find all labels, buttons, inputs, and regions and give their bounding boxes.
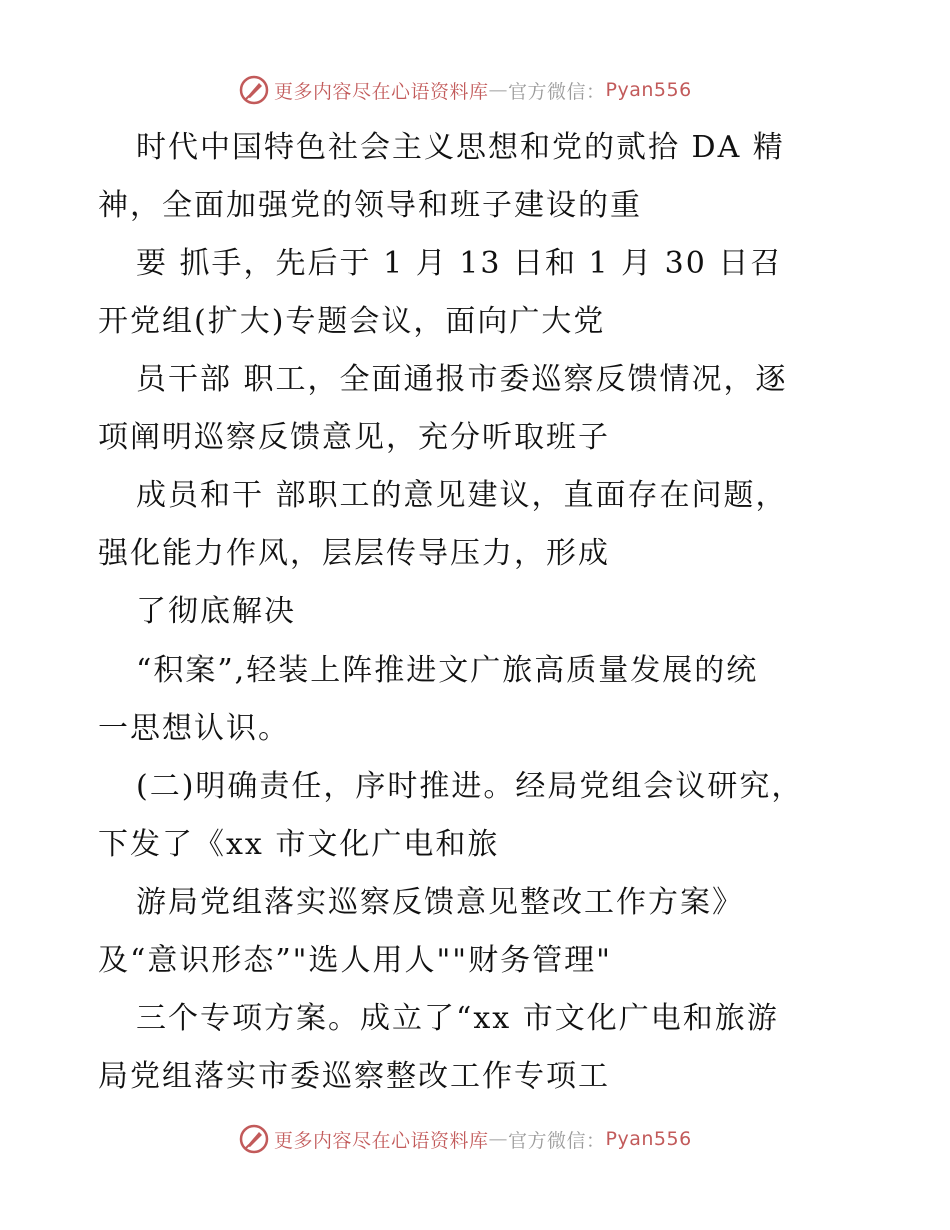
body-line: 三个专项方案。成立了“xx 市文化广电和旅游	[136, 1001, 779, 1036]
watermark-label: 官方微信：	[508, 80, 606, 103]
body-line: 员干部 职工，全面通报市委巡察反馈情况，逐	[136, 362, 788, 397]
watermark-separator: —	[488, 1128, 509, 1150]
footer-watermark	[238, 1122, 692, 1156]
body-line: 游局党组落实巡察反馈意见整改工作方案》	[136, 885, 744, 920]
body-line: 一思想认识。	[98, 711, 290, 746]
body-line: 成员和干 部职工的意见建议，直面存在问题，	[136, 478, 788, 513]
body-line: 下发了《xx 市文化广电和旅	[98, 827, 500, 862]
body-line: “积案”,轻装上阵推进文广旅高质量发展的统	[136, 653, 759, 688]
body-line: 及“意识形态”"选人用人""财务管理"	[98, 943, 612, 978]
body-line: (二)明确责任，序时推进。经局党组会议研究，	[136, 769, 804, 804]
watermark-id: Pyan556	[605, 1128, 692, 1150]
watermark-text: 更多内容尽在心语资料库	[274, 1129, 489, 1152]
watermark-text: 更多内容尽在心语资料库	[274, 80, 489, 103]
watermark-label: 官方微信：	[508, 1129, 606, 1152]
body-line: 神，全面加强党的领导和班子建设的重	[98, 188, 642, 223]
body-line: 项阐明巡察反馈意见，充分听取班子	[98, 420, 610, 455]
body-line: 了彻底解决	[136, 594, 296, 629]
body-line: 要 抓手，先后于 1 月 13 日和 1 月 30 日召	[136, 246, 783, 281]
watermark-separator: —	[488, 79, 509, 101]
body-line: 局党组落实市委巡察整改工作专项工	[98, 1059, 610, 1094]
body-line: 强化能力作风，层层传导压力，形成	[98, 536, 610, 571]
watermark-id: Pyan556	[605, 79, 692, 101]
feather-pen-circle-icon	[238, 1123, 270, 1155]
body-line: 开党组(扩大)专题会议，面向广大党	[98, 304, 606, 339]
body-line: 时代中国特色社会主义思想和党的贰拾 DA 精	[136, 130, 785, 165]
